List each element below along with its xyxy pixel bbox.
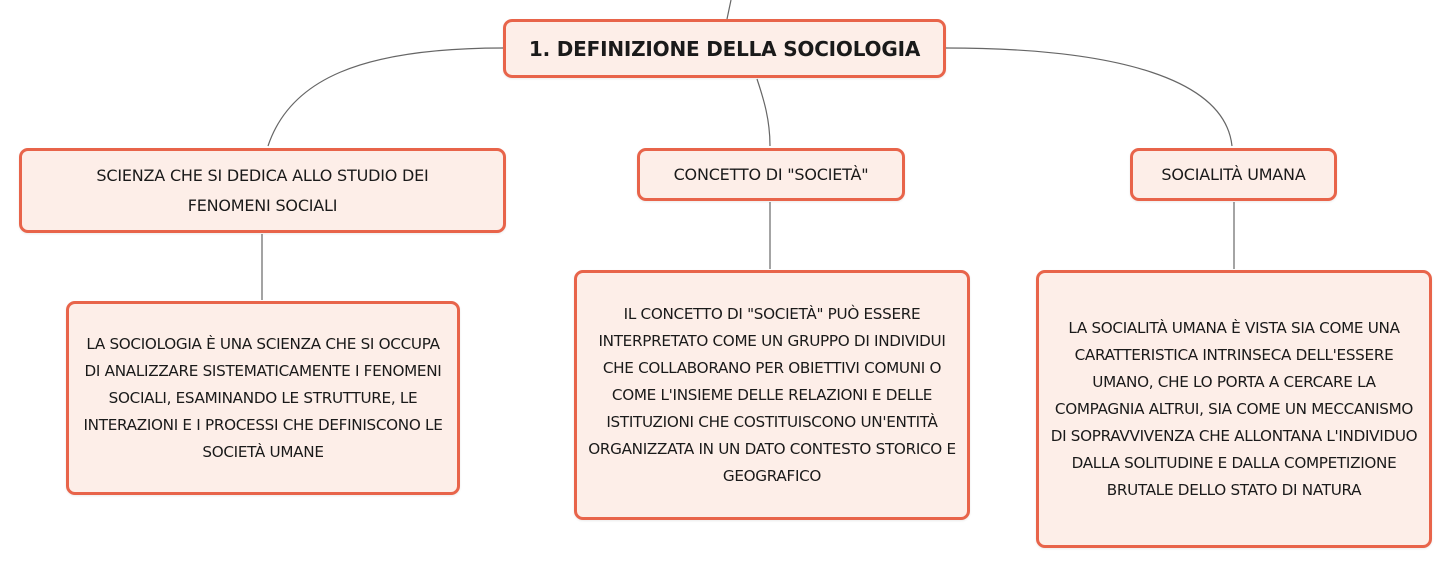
detail-text: LA SOCIALITÀ UMANA È VISTA SIA COME UNA CARATTERISTICA INTRINSECA DELL'ESSERE UMANO, CHE LO PORTA A CERCARE LA COMPAGNIA ALTRUI, SIA COME UN MECCANISMO DI SOPRAVVIVENZA CHE ALLONTANA L'INDIVIDUO DALLA SOLITUDINE E DALLA COMPETIZIONE BRUTALE DELLO STATO DI NATURA (1050, 318, 1418, 499)
topic-node-concetto-societa[interactable] (637, 148, 905, 201)
topic-label: SCIENZA CHE SI DEDICA ALLO STUDIO DEI FENOMENI SOCIALI (96, 165, 429, 215)
topic-label: SOCIALITÀ UMANA (1161, 164, 1306, 184)
topic-node-socialita-umana[interactable] (1130, 148, 1337, 201)
detail-text: IL CONCETTO DI "SOCIETÀ" PUÒ ESSERE INTERPRETATO COME UN GRUPPO DI INDIVIDUI CHE COLLABORANO PER OBIETTIVI COMUNI O COME L'INSIEME DELLE RELAZIONI E DELLE ISTITUZIONI CHE COSTITUISCONO UN'ENTITÀ ORGANIZZATA IN UN DATO CONTESTO STORICO E GEOGRAFICO (588, 304, 956, 485)
root-node[interactable] (503, 19, 946, 78)
connector-parent-to-root (727, 0, 731, 19)
connector-root-to-topic-2 (757, 79, 770, 146)
root-label: 1. DEFINIZIONE DELLA SOCIOLOGIA (528, 36, 921, 61)
topic-node-scienza[interactable] (19, 148, 506, 233)
detail-node-sociologia[interactable] (66, 301, 460, 495)
detail-text: LA SOCIOLOGIA È UNA SCIENZA CHE SI OCCUPA DI ANALIZZARE SISTEMATICAMENTE I FENOMENI SOCIALI, ESAMINANDO LE STRUTTURE, LE INTERAZIONI E I PROCESSI CHE DEFINISCONO LE SOCIETÀ UMANE (83, 334, 443, 461)
detail-node-societa[interactable] (574, 270, 970, 520)
connector-root-to-topic-1 (268, 48, 503, 146)
topic-label: CONCETTO DI "SOCIETÀ" (673, 164, 869, 184)
detail-node-socialita[interactable] (1036, 270, 1432, 548)
connector-root-to-topic-3 (946, 48, 1232, 146)
